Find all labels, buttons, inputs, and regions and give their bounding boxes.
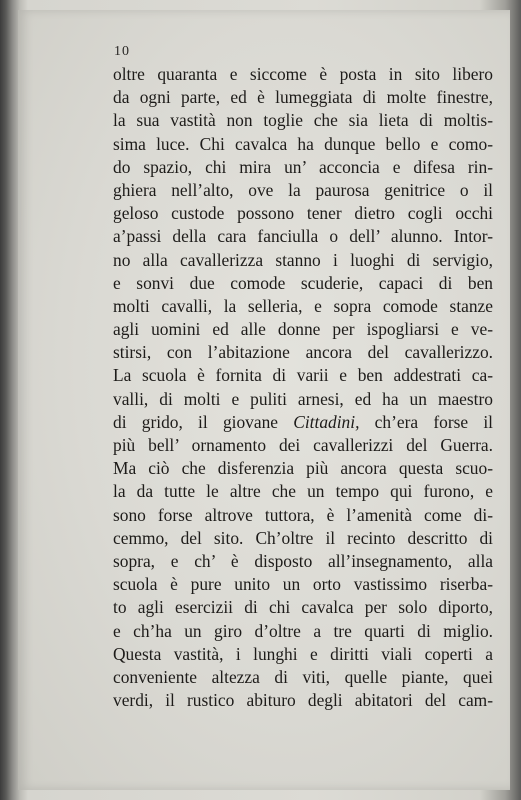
text-line: Ma ciò che disferenzia più ancora questa scuo-: [113, 458, 493, 479]
text-line: più bell’ ornamento dei cavallerizzi del Guerra.: [113, 435, 493, 455]
text-line: to agli esercizii di chi cavalca per solo diporto,: [113, 597, 493, 618]
text-line: sopra, e ch’ è disposto all’insegnamento, alla: [113, 550, 493, 571]
text-line: conveniente altezza di viti, quelle piante, quei: [113, 666, 493, 687]
text-line: ghiera nell’alto, ove la paurosa genitrice o il: [113, 179, 493, 200]
text-line: oltre quaranta e siccome è posta in sito libero: [113, 64, 493, 84]
text-line: geloso custode possono tener dietro cogli occhi: [113, 203, 493, 224]
text-line: e sonvi due comode scuderie, capaci di ben: [113, 272, 493, 293]
text-line: sima luce. Chi cavalca ha dunque bello e como-: [113, 133, 493, 154]
text-line: e ch’ha un giro d’oltre a tre quarti di miglio.: [113, 620, 493, 641]
text-line: molti cavalli, la selleria, e sopra comode stanze: [113, 295, 493, 316]
text-line: do spazio, chi mira un’ acconcia e difesa rin-: [113, 156, 493, 177]
body-text: [113, 63, 493, 712]
text-line: la da tutte le altre che un tempo qui furono, e: [113, 481, 493, 502]
italic-name-cittadini: Cittadini,: [293, 411, 360, 432]
text-line: verdi, il rustico abituro degli abitatori del cam-: [113, 690, 493, 711]
text-line: sono forse altrove tuttora, è l’amenità come di-: [113, 504, 493, 525]
text-line: da ogni parte, ed è lumeggiata di molte finestre,: [113, 87, 493, 108]
text-line: Questa vastità, i lunghi e diritti viali coperti a: [113, 643, 493, 664]
text-line: stirsi, con l’abitazione ancora del cavallerizzo.: [113, 342, 493, 363]
page-number: 10: [114, 44, 130, 59]
text-line: valli, di molti e puliti arnesi, ed ha un maestro: [113, 388, 493, 409]
text-line: agli uomini ed alle donne per ispogliarsi e ve-: [113, 319, 493, 340]
text-line: a’passi della cara fanciulla o dell’ alunno. Intor-: [113, 226, 493, 247]
text-line: no alla cavallerizza stanno i luoghi di servigio,: [113, 249, 493, 270]
text-segment: ch’era forse il: [359, 411, 493, 432]
text-line: La scuola è fornita di varii e ben addestrati ca-: [113, 365, 493, 386]
book-page: [18, 10, 510, 790]
text-segment: di grido, il giovane: [113, 411, 294, 432]
text-line: la sua vastità non toglie che sia lieta di moltis-: [113, 110, 493, 131]
text-line: scuola è pure unito un orto vastissimo riserba-: [113, 574, 493, 595]
text-line: cemmo, del sito. Ch’oltre il recinto descritto di: [113, 527, 493, 548]
text-line-with-italic-name: [113, 411, 493, 434]
